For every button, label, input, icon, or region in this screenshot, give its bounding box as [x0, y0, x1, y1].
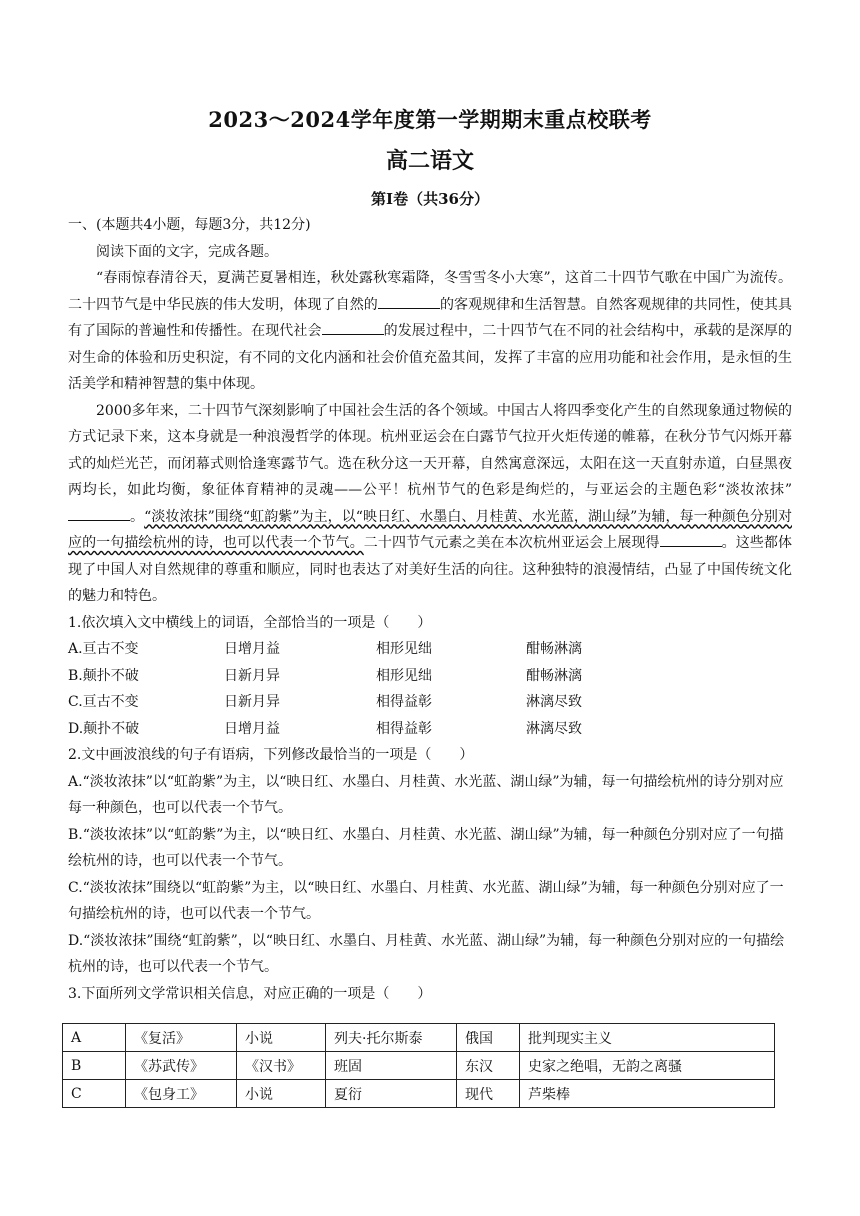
fill-blank-3	[68, 506, 130, 521]
q1-option-a	[68, 636, 792, 663]
literature-table	[62, 1023, 775, 1108]
fill-blank-4	[660, 532, 722, 547]
table-cell: 班固	[326, 1052, 457, 1080]
wavy-underlined-sentence: “淡妆浓抹”围绕“虹韵紫”为主，以“映日红、水墨白、月桂黄、水光蓝，湖山绿”为辅，每一种颜色分别对应的一句描绘杭州的诗，也可以代表一个节气。	[68, 508, 792, 551]
volume-title: 第Ⅰ卷（共36分）	[371, 190, 489, 208]
option-cell: 淋漓尽致	[526, 720, 582, 737]
section-heading: 一、(本题共4小题，每题3分，共12分)	[68, 217, 311, 233]
table-cell: 俄国	[457, 1024, 520, 1052]
table-cell: 小说	[237, 1080, 326, 1108]
passage-text: “春雨惊春清谷天，夏满芒夏暑相连，秋处露秋寒霜降，冬雪雪冬小大寒”，这首二十四节气歌在中国广为流传。二十四节气是中华民族的伟大发明，体现了自然的	[68, 270, 792, 313]
option-cell: 相形见绌	[376, 667, 432, 684]
table-cell: 批判现实主义	[520, 1024, 775, 1052]
table-cell: 东汉	[457, 1052, 520, 1080]
table-cell: 《复活》	[126, 1024, 237, 1052]
question-1-stem: 1.依次填入文中横线上的词语，全部恰当的一项是（ ）	[68, 614, 432, 631]
passage-text: 二十四节气元素之美在本次杭州亚运会上展现得	[363, 535, 660, 551]
question-2-stem: 2.文中画波浪线的句子有语病，下列修改最恰当的一项是（ ）	[68, 747, 474, 763]
q2-option-c: C.“淡妆浓抹”围绕以“虹韵紫”为主，以“映日红、水墨白、月桂黄、水光蓝、湖山绿”为辅，每一种颜色分别对应了一句描绘杭州的诗，也可以代表一个节气。	[68, 879, 784, 922]
instruction: 阅读下面的文字，完成各题。	[96, 243, 278, 260]
option-cell: 酣畅淋漓	[526, 641, 582, 657]
table-cell: 史家之绝唱，无韵之离骚	[520, 1052, 775, 1080]
option-cell: 相得益彰	[376, 694, 432, 710]
exam-title: 2023～2024学年度第一学期期末重点校联考	[208, 107, 652, 132]
table-cell: 列夫·托尔斯泰	[326, 1024, 457, 1052]
passage-text: 。这些都体现了中国人对自然规律的尊重和顺应，同时也表达了对美好生活的向往。这种独特的浪漫情结，凸显了中国传统文化的魅力和特色。	[68, 535, 793, 604]
option-cell: D.颠扑不破	[68, 720, 140, 737]
option-cell: C.亘古不变	[68, 694, 139, 710]
passage-text: 。	[130, 508, 145, 525]
table-cell: 《包身工》	[126, 1080, 237, 1108]
passage-text: 2000多年来，二十四节气深刻影响了中国社会生活的各个领域。中国古人将四季变化产生的自然现象通过物候的方式记录下来，这本身就是一种浪漫哲学的体现。杭州亚运会在白露节气拉开火炬传递的帷幕，在秋分节气闪烁开幕式的灿烂光芒，而闭幕式则恰逢寒露节气。选在秋分这一天开幕，自然寓意深远，太阳在这一天直射赤道，白昼黑夜两均长，如此均衡，象征体育精神的灵魂——公平！杭州节气的色彩是绚烂的，与亚运会的主题色彩“淡妆浓抹”	[68, 402, 792, 498]
question-3-stem: 3.下面所列文学常识相关信息，对应正确的一项是（ ）	[68, 985, 432, 1002]
q2-option-b: B.“淡妆浓抹”以“虹韵紫”为主，以“映日红、水墨白、月桂黄、水光蓝、湖山绿”为辅，每一种颜色分别对应了一句描绘杭州的诗，也可以代表一个节气。	[68, 826, 784, 869]
passage-text: 的发展过程中，二十四节气在不同的社会结构中，承载的是深厚的对生命的体验和历史积淀，有不同的文化内涵和社会价值充盈其间，发挥了丰富的应用功能和社会作用，是永恒的生活美学和精神智慧的集中体现。	[68, 323, 792, 392]
table-cell: 芦柴棒	[520, 1080, 775, 1108]
fill-blank-2	[322, 320, 384, 335]
option-cell: 相得益彰	[376, 720, 432, 737]
option-cell: 日新月异	[224, 694, 280, 710]
option-cell: 日新月异	[224, 667, 280, 684]
option-cell: 酣畅淋漓	[526, 667, 582, 684]
q1-option-c	[68, 689, 792, 716]
section-one	[68, 212, 792, 1007]
table-cell: A	[63, 1024, 126, 1052]
table-cell: 《苏武传》	[126, 1052, 237, 1080]
table-cell: B	[63, 1052, 126, 1080]
option-cell: B.颠扑不破	[68, 667, 139, 684]
table-row	[63, 1052, 775, 1080]
table-cell: 现代	[457, 1080, 520, 1108]
table-cell: 夏衍	[326, 1080, 457, 1108]
option-cell: 日增月益	[224, 641, 280, 657]
option-cell: A.亘古不变	[68, 641, 139, 657]
table-row	[63, 1080, 775, 1108]
table-cell: 小说	[237, 1024, 326, 1052]
subject-title: 高二语文	[385, 148, 474, 174]
passage-text: 的客观规律和生活智慧。自然客观规律的共同性，使其具有了国际的普遍性和传播性。在现代社会	[68, 296, 793, 339]
table-row	[63, 1024, 775, 1052]
passage-paragraph-2	[68, 398, 792, 610]
table-cell: 《汉书》	[237, 1052, 326, 1080]
table-cell: C	[63, 1080, 126, 1108]
q1-option-b	[68, 663, 792, 690]
option-cell: 淋漓尽致	[526, 694, 582, 710]
option-cell: 相形见绌	[376, 641, 432, 657]
q2-option-a: A.“淡妆浓抹”以“虹韵紫”为主，以“映日红、水墨白、月桂黄、水光蓝、湖山绿”为辅，每一句描绘杭州的诗分别对应每一种颜色，也可以代表一个节气。	[68, 773, 784, 816]
q2-option-d: D.“淡妆浓抹”围绕“虹韵紫”，以“映日红、水墨白、月桂黄、水光蓝、湖山绿”为辅，每一种颜色分别对应的一句描绘杭州的诗，也可以代表一个节气。	[68, 932, 785, 975]
passage-paragraph-1	[68, 265, 792, 398]
q1-option-d	[68, 716, 792, 743]
option-cell: 日增月益	[224, 720, 280, 737]
fill-blank-1	[378, 294, 440, 309]
